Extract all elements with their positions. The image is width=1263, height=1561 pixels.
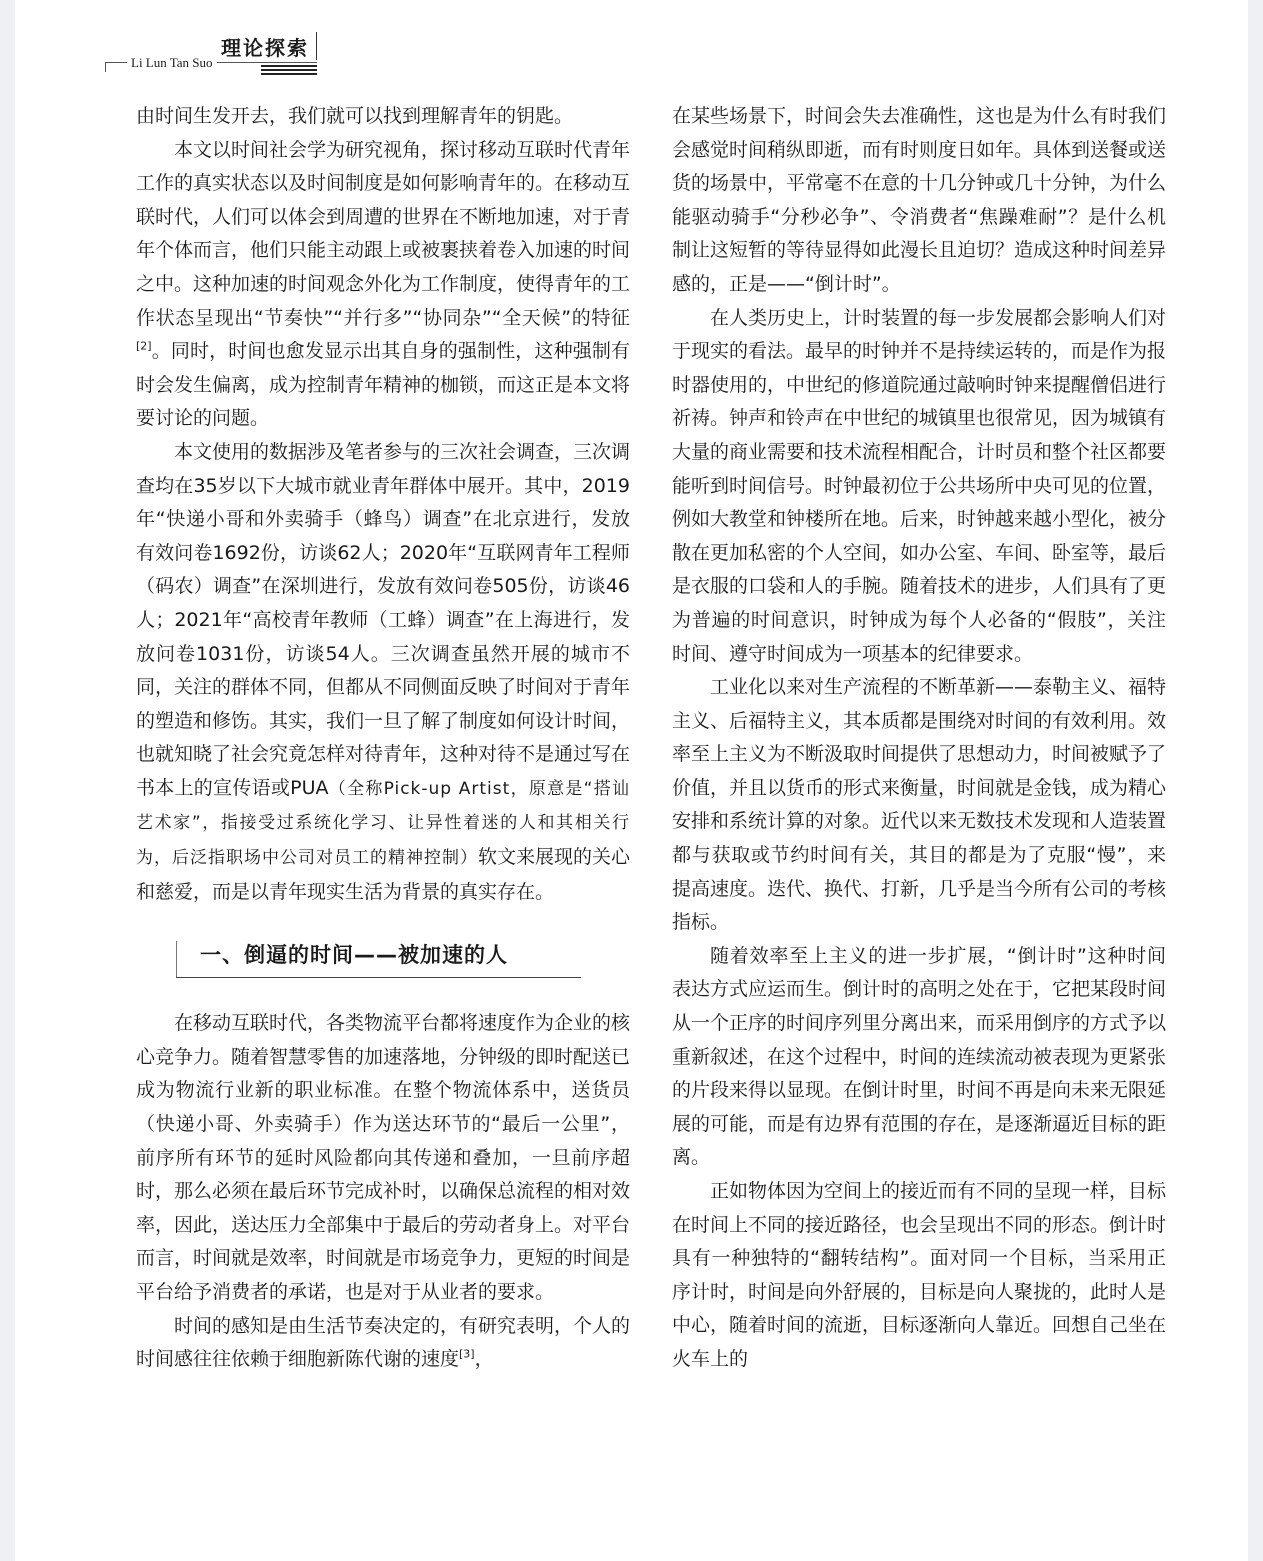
paragraph-text: ， xyxy=(474,1348,494,1371)
paragraph: 随着效率至上主义的进一步扩展，“倒计时”这种时间表达方式应运而生。倒计时的高明之处在于，它把某段时间从一个正序的时间序列里分离出来，而采用倒序的方式予以重新叙述，在这个过程中，时间的连续流动被表现为更紧张的片段来得以显现。在倒计时里，时间不再是向未来无限延展的可能，而是有边界有范围的存在，是逐渐逼近目标的距离。 xyxy=(672,944,1167,1169)
heading-bar xyxy=(176,941,177,977)
paragraph xyxy=(136,134,630,436)
citation-ref: [3] xyxy=(459,1347,475,1361)
header-pinyin: Li Lun Tan Suo xyxy=(127,55,217,71)
paragraph xyxy=(136,1310,630,1377)
document-page xyxy=(15,0,1248,1561)
paragraph xyxy=(136,436,630,909)
running-header xyxy=(105,30,317,70)
paragraph: 工业化以来对生产流程的不断革新——泰勒主义、福特主义、后福特主义，其本质都是围绕对时间的有效利用。效率至上主义为不断汲取时间提供了思想动力，时间被赋予了价值，并且以货币的形式来衡量，时间就是金钱，成为精心安排和系统计算的对象。近代以来无数技术发现和人造装置都与获取或节约时间有关，其目的都是为了克服“慢”，来提高速度。迭代、换代、打新，几乎是当今所有公司的考核指标。 xyxy=(672,676,1167,934)
header-decorative-lines xyxy=(261,65,317,77)
paragraph-text: 本文以时间社会学为研究视角，探讨移动互联时代青年工作的真实状态以及时间制度是如何影响青年的。在移动互联时代，人们可以体会到周遭的世界在不断地加速，对于青年个体而言，他们只能主动跟上或被裹挟着卷入加速的时间之中。这种加速的时间观念外化为工作制度，使得青年的工作状态呈现出“节奏快”“并行多”“协同杂”“全天候”的特征 xyxy=(136,138,631,329)
header-section-title: 理论探索 xyxy=(221,36,309,60)
paragraph: 在某些场景下，时间会失去准确性，这也是为什么有时我们会感觉时间稍纵即逝，而有时则度日如年。具体到送餐或送货的场景中，平常毫不在意的十几分钟或几十分钟，为什么能驱动骑手“分秒必争”、令消费者“焦躁难耐”？是什么机制让这短暂的等待显得如此漫长且迫切？造成这种时间差异感的，正是——“倒计时”。 xyxy=(672,105,1167,295)
paragraph: 在移动互联时代，各类物流平台都将速度作为企业的核心竞争力。随着智慧零售的加速落地，分钟级的即时配送已成为物流行业新的职业标准。在整个物流体系中，送货员（快递小哥、外卖骑手）作为送达环节的“最后一公里”，前序所有环节的延时风险都向其传递和叠加，一旦前序超时，那么必须在最后环节完成补时，以确保总流程的相对效率，因此，送达压力全部集中于最后的劳动者身上。对平台而言，时间就是效率，时间就是市场竞争力，更短的时间是平台给予消费者的承诺，也是对于从业者的要求。 xyxy=(136,1012,631,1303)
paragraph-text: 本文使用的数据涉及笔者参与的三次社会调查，三次调查均在35岁以下大城市就业青年群体中展开。其中，2019年“快递小哥和外卖骑手（蜂鸟）调查”在北京进行，发放有效问卷1692份，访谈62人；2020年“互联网青年工程师（码农）调查”在深圳进行，发放有效问卷505份，访谈46人；2021年“高校青年教师（工蜂）调查”在上海进行，发放问卷1031份，访谈54人。三次调查虽然开展的城市不同，关注的群体不同，但都从不同侧面反映了时间对于青年的塑造和修饬。其实，我们一旦了解了制度如何设计时间，也就知晓了社会究竟怎样对待青年，这种对待不是通过写在书本上的宣传语或PUA xyxy=(136,440,631,799)
left-column xyxy=(136,100,630,1377)
right-column xyxy=(672,100,1166,1377)
citation-ref: [2] xyxy=(136,339,152,353)
heading-underline xyxy=(176,977,581,978)
paragraph-text: 。同时，时间也愈发显示出其自身的强制性，这种强制有时会发生偏离，成为控制青年精神的枷锁，而这正是本文将要讨论的问题。 xyxy=(136,340,631,430)
section-heading xyxy=(176,935,581,981)
paragraph: 由时间生发开去，我们就可以找到理解青年的钥匙。 xyxy=(136,105,574,127)
paragraph: 正如物体因为空间上的接近而有不同的呈现一样，目标在时间上不同的接近路径，也会呈现出不同的形态。倒计时具有一种独特的“翻转结构”。面对同一个目标，当采用正序计时，时间是向外舒展的，目标是向人聚拢的，此时人是中心，随着时间的流逝，目标逐渐向人靠近。回想自己坐在火车上的 xyxy=(672,1180,1167,1370)
paragraph-text: 时间的感知是由生活节奏决定的，有研究表明，个人的时间感往往依赖于细胞新陈代谢的速度 xyxy=(136,1314,631,1371)
paragraph: 在人类历史上，计时装置的每一步发展都会影响人们对于现实的看法。最早的时钟并不是持续运转的，而是作为报时器使用的，中世纪的修道院通过敲响时钟来提醒僧侣进行祈祷。钟声和铃声在中世纪的城镇里也很常见，因为城镇有大量的商业需要和技术流程相配合，计时员和整个社区都要能听到时间信号。时钟最初位于公共场所中央可见的位置，例如大教堂和钟楼所在地。后来，时钟越来越小型化，被分散在更加私密的个人空间，如办公室、车间、卧室等，最后是衣服的口袋和人的手腕。随着技术的进步，人们具有了更为普遍的时间意识，时钟成为每个人必备的“假肢”，关注时间、遵守时间成为一项基本的纪律要求。 xyxy=(672,306,1167,665)
header-divider xyxy=(316,32,317,60)
paragraph-text: 软文来展现的关心和慈爱，而是以青年现实生活为背景的真实存在。 xyxy=(136,846,631,903)
section-heading-text: 一、倒逼的时间——被加速的人 xyxy=(200,943,508,968)
header-rule-tick xyxy=(105,62,106,72)
inline-note: （全称Pick-up Artist，原意是“搭讪艺术家”，指接受过系统化学习、让异性着迷的人和其相关行为，后泛指职场中公司对员工的精神控制） xyxy=(136,778,630,869)
